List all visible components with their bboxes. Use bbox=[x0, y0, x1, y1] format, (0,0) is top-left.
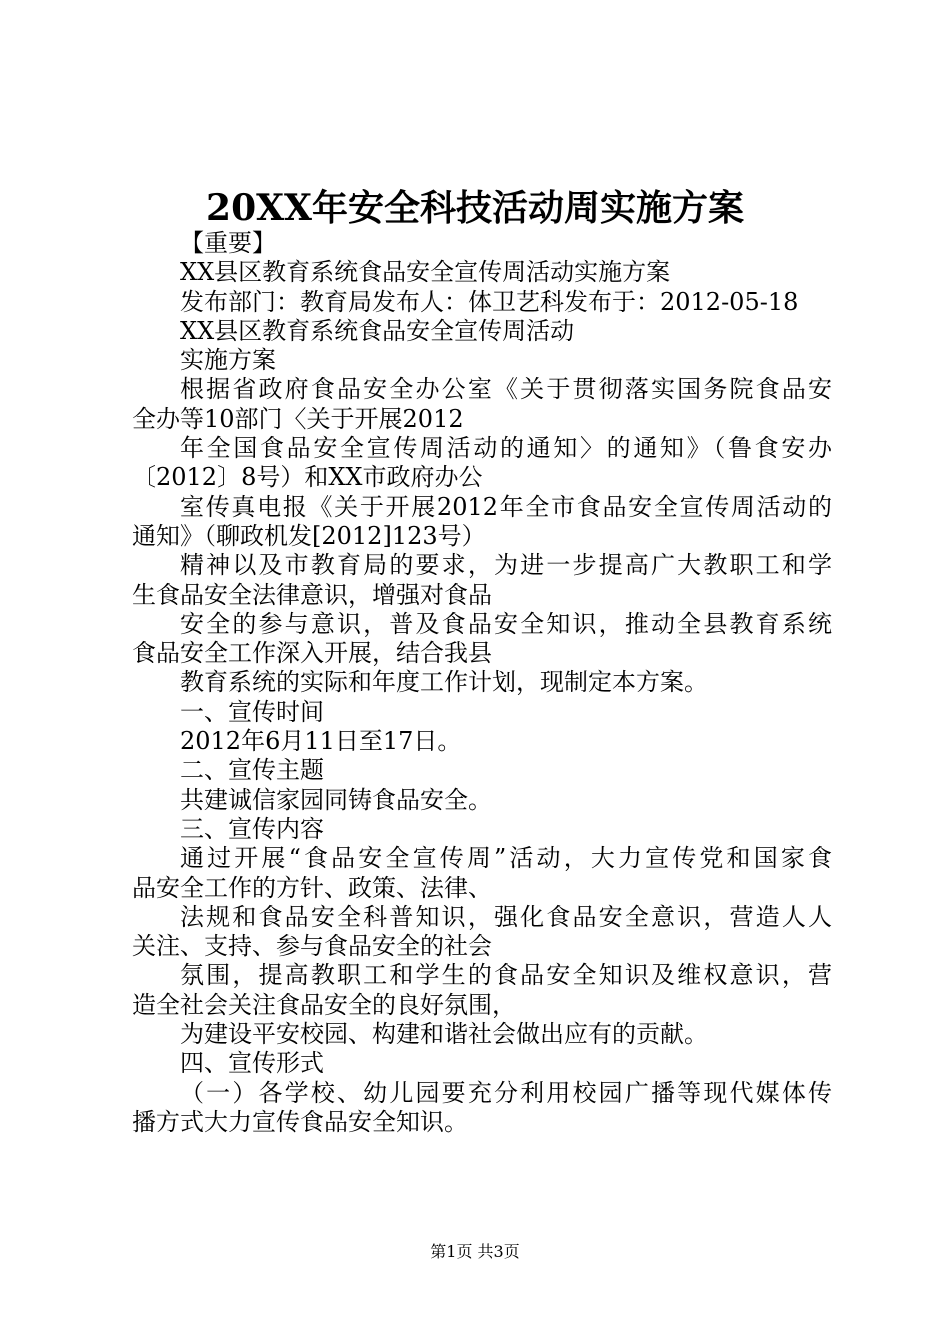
page-footer: 第1页 共3页 bbox=[430, 1242, 520, 1261]
paragraph-line: 食品安全工作深入开展，结合我县 bbox=[132, 639, 492, 668]
paragraph-line: 法规和食品安全科普知识，强化食品安全意识，营造人人 bbox=[180, 902, 832, 931]
paragraph-line: 造全社会关注食品安全的良好氛围， bbox=[132, 990, 516, 1019]
paragraph-line: 生食品安全法律意识，增强对食品 bbox=[132, 580, 492, 609]
paragraph-line: 室传真电报《关于开展2012年全市食品安全宣传周活动的 bbox=[180, 492, 832, 521]
paragraph-line: （一）各学校、幼儿园要充分利用校园广播等现代媒体传 bbox=[180, 1078, 832, 1107]
paragraph-line: 二、宣传主题 bbox=[180, 756, 324, 785]
paragraph-line: 通过开展“食品安全宣传周”活动，大力宣传党和国家食 bbox=[180, 844, 832, 873]
paragraph-line: 为建设平安校园、构建和谐社会做出应有的贡献。 bbox=[180, 1020, 708, 1049]
paragraph-line: 实施方案 bbox=[180, 346, 276, 375]
paragraph-line: XX县区教育系统食品安全宣传周活动 bbox=[180, 316, 575, 345]
paragraph-line: 安全的参与意识，普及食品安全知识，推动全县教育系统 bbox=[180, 609, 832, 638]
paragraph-line: 氛围，提高教职工和学生的食品安全知识及维权意识，营 bbox=[180, 961, 832, 990]
paragraph-line: 四、宣传形式 bbox=[180, 1049, 324, 1078]
paragraph-line: 通知》（聊政机发[2012]123号） bbox=[132, 521, 486, 550]
paragraph-line: 关注、支持、参与食品安全的社会 bbox=[132, 932, 492, 961]
paragraph-line: 年全国食品安全宣传周活动的通知〉的通知》（鲁食安办 bbox=[180, 434, 832, 463]
paragraph-line: 〔2012〕8号）和XX市政府办公 bbox=[132, 463, 483, 492]
document-body bbox=[132, 229, 832, 1137]
paragraph-line: 发布部门：教育局发布人：体卫艺科发布于：2012-05-18 bbox=[180, 287, 799, 316]
paragraph-line: 根据省政府食品安全办公室《关于贯彻落实国务院食品安 bbox=[180, 375, 832, 404]
paragraph-line: 品安全工作的方针、政策、法律、 bbox=[132, 873, 492, 902]
paragraph-line: 三、宣传内容 bbox=[180, 814, 324, 843]
document-title: 20XX年安全科技活动周实施方案 bbox=[206, 187, 744, 229]
paragraph-line: 2012年6月11日至17日。 bbox=[180, 727, 462, 756]
paragraph-line: 全办等10部门〈关于开展2012 bbox=[132, 404, 464, 433]
paragraph-line: 共建诚信家园同铸食品安全。 bbox=[180, 785, 492, 814]
paragraph-line: 播方式大力宣传食品安全知识。 bbox=[132, 1107, 468, 1136]
paragraph-line: 精神以及市教育局的要求，为进一步提高广大教职工和学 bbox=[180, 551, 832, 580]
paragraph-line: XX县区教育系统食品安全宣传周活动实施方案 bbox=[180, 258, 671, 287]
paragraph-line: 【重要】 bbox=[180, 229, 276, 257]
paragraph-line: 教育系统的实际和年度工作计划，现制定本方案。 bbox=[180, 668, 708, 697]
paragraph-line: 一、宣传时间 bbox=[180, 697, 324, 726]
